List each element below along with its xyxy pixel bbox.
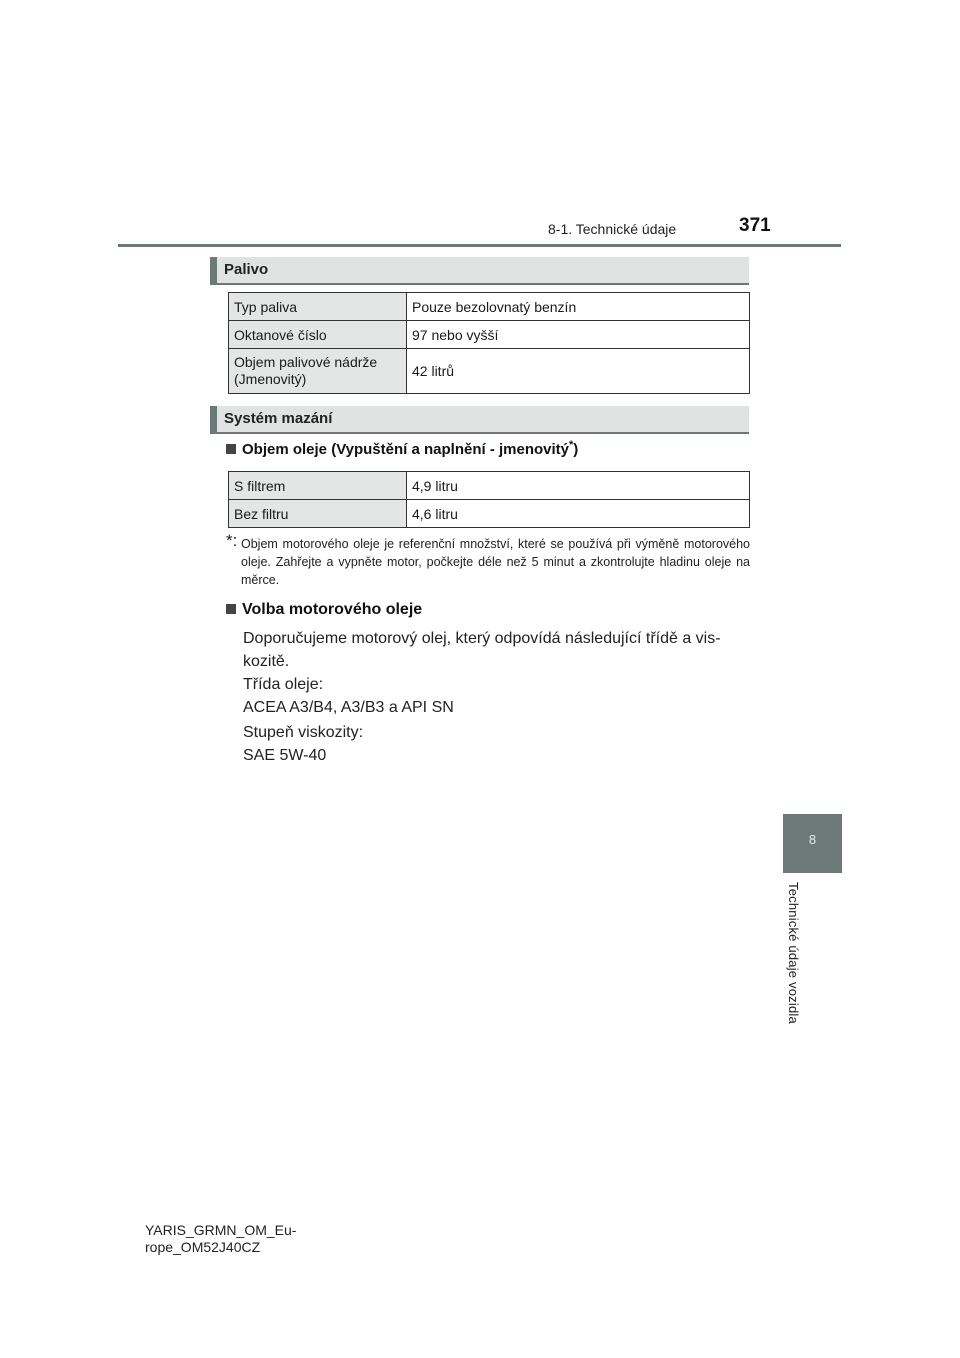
table-row <box>229 321 750 349</box>
table-key-line: Objem palivové nádrže <box>234 354 378 370</box>
table-value: 42 litrů <box>407 349 750 394</box>
table-key: Typ paliva <box>229 293 407 321</box>
square-bullet-icon <box>226 444 236 454</box>
recommendation-text: Doporučujeme motorový olej, který odpovídá následující třídě a vis- kozitě. <box>243 630 721 670</box>
table-key-line: (Jmenovitý) <box>234 371 307 387</box>
lubrication-section-title: Systém mazání <box>224 410 333 427</box>
oil-capacity-table <box>228 471 750 528</box>
table-row <box>229 472 750 500</box>
table-value: 97 nebo vyšší <box>407 321 750 349</box>
fuel-table <box>228 292 750 394</box>
footnote <box>226 531 750 589</box>
square-bullet-icon <box>226 604 236 614</box>
chapter-label: Technické údaje vozidla <box>786 882 801 1024</box>
section-accent <box>210 406 217 434</box>
section-accent <box>210 257 217 285</box>
table-value: 4,9 litru <box>407 472 750 500</box>
footnote-mark: *: <box>226 531 238 550</box>
viscosity-label: Stupeň viskozity: <box>243 724 364 741</box>
table-value: Pouze bezolovnatý benzín <box>407 293 750 321</box>
footnote-text: Objem motorového oleje je referenční množství, které se používá při výměně motorového oleje. Zahřejte a vypněte motor, počkejte déle než 5 minut a zkontrolujte hladinu oleje na měrce. <box>241 537 750 587</box>
document-code: YARIS_GRMN_OM_Eu- rope_OM52J40CZ <box>145 1222 297 1255</box>
oil-selection-heading: Volba motorového oleje <box>226 601 422 619</box>
table-row <box>229 293 750 321</box>
header-divider <box>118 244 841 247</box>
viscosity-value: SAE 5W-40 <box>243 747 327 764</box>
footnote-mark: * <box>569 439 574 451</box>
page-number: 371 <box>739 215 771 236</box>
lubrication-section-header <box>210 406 749 434</box>
oil-class-value: ACEA A3/B4, A3/B3 a API SN <box>243 699 454 716</box>
table-row <box>229 500 750 528</box>
chapter-tab <box>783 814 842 873</box>
table-key <box>229 349 407 394</box>
oil-capacity-heading: Objem oleje (Vypuštění a naplnění - jmenovitý*) <box>226 441 578 458</box>
fuel-section-header <box>210 257 749 285</box>
oil-class-label: Třída oleje: <box>243 676 324 693</box>
table-row <box>229 349 750 394</box>
oil-class <box>243 673 753 719</box>
chapter-number: 8 <box>808 832 817 847</box>
table-value: 4,6 litru <box>407 500 750 528</box>
oil-viscosity <box>243 721 753 767</box>
section-title: 8-1. Technické údaje <box>548 221 677 237</box>
table-key: S filtrem <box>229 472 407 500</box>
table-key: Oktanové číslo <box>229 321 407 349</box>
table-key: Bez filtru <box>229 500 407 528</box>
fuel-section-title: Palivo <box>224 261 269 278</box>
